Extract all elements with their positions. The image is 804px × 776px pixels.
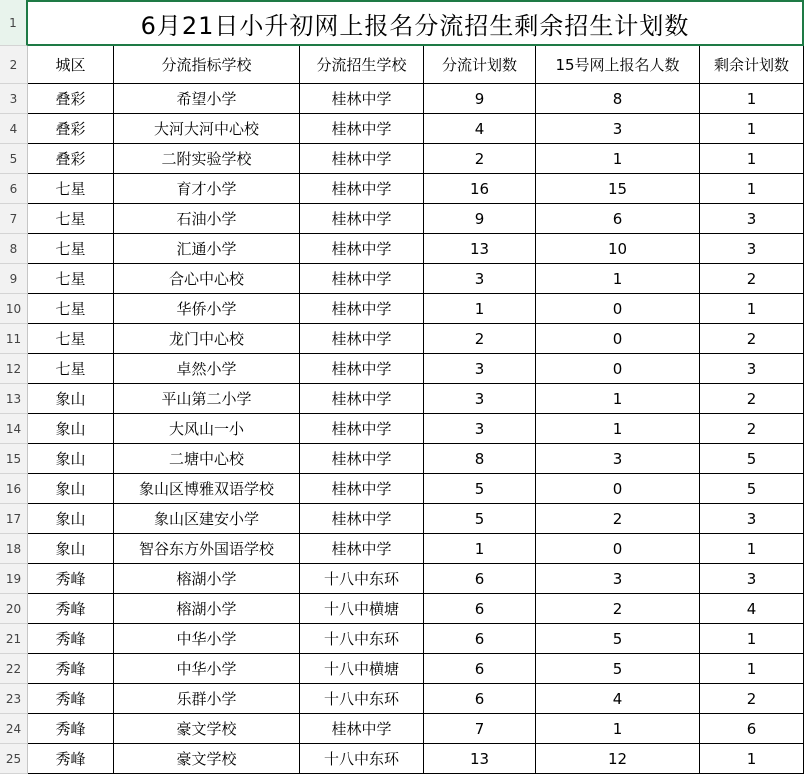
cell-district[interactable]: 象山 — [28, 474, 114, 504]
cell-district[interactable]: 秀峰 — [28, 654, 114, 684]
header-cell-admitting-school[interactable]: 分流招生学校 — [300, 46, 424, 84]
table-row — [0, 624, 804, 654]
cell-admitting-school[interactable]: 桂林中学 — [300, 384, 424, 414]
cell-quota-school[interactable]: 中华小学 — [114, 654, 300, 684]
cell-remaining[interactable]: 1 — [700, 114, 804, 144]
cell-quota-school[interactable]: 豪文学校 — [114, 714, 300, 744]
cell-district[interactable]: 七星 — [28, 204, 114, 234]
header-cell-quota-school[interactable]: 分流指标学校 — [114, 46, 300, 84]
cell-quota-school[interactable]: 合心中心校 — [114, 264, 300, 294]
cell-admitting-school[interactable]: 桂林中学 — [300, 294, 424, 324]
row-number[interactable]: 24 — [0, 714, 28, 744]
cell-applicants[interactable]: 0 — [536, 354, 700, 384]
cell-quota-school[interactable]: 榕湖小学 — [114, 564, 300, 594]
cell-plan[interactable]: 1 — [424, 534, 536, 564]
cell-applicants[interactable]: 3 — [536, 564, 700, 594]
row-number[interactable]: 17 — [0, 504, 28, 534]
cell-quota-school[interactable]: 乐群小学 — [114, 684, 300, 714]
cell-district[interactable]: 七星 — [28, 174, 114, 204]
cell-admitting-school[interactable]: 桂林中学 — [300, 474, 424, 504]
cell-district[interactable]: 秀峰 — [28, 744, 114, 774]
cell-applicants[interactable]: 0 — [536, 294, 700, 324]
row-number[interactable]: 1 — [0, 0, 28, 46]
cell-applicants[interactable]: 10 — [536, 234, 700, 264]
table-row — [0, 654, 804, 684]
cell-remaining[interactable]: 3 — [700, 354, 804, 384]
row-number[interactable]: 8 — [0, 234, 28, 264]
cell-district[interactable]: 叠彩 — [28, 144, 114, 174]
cell-quota-school[interactable]: 大风山一小 — [114, 414, 300, 444]
cell-district[interactable]: 象山 — [28, 414, 114, 444]
cell-district[interactable]: 七星 — [28, 264, 114, 294]
table-row — [0, 444, 804, 474]
cell-admitting-school[interactable]: 桂林中学 — [300, 354, 424, 384]
cell-remaining[interactable]: 3 — [700, 564, 804, 594]
header-cell-district[interactable]: 城区 — [28, 46, 114, 84]
table-row — [0, 504, 804, 534]
header-row — [0, 46, 804, 84]
cell-remaining[interactable]: 1 — [700, 744, 804, 774]
cell-remaining[interactable]: 2 — [700, 324, 804, 354]
cell-plan[interactable]: 8 — [424, 444, 536, 474]
cell-quota-school[interactable]: 华侨小学 — [114, 294, 300, 324]
cell-district[interactable]: 秀峰 — [28, 594, 114, 624]
cell-plan[interactable]: 5 — [424, 504, 536, 534]
cell-plan[interactable]: 1 — [424, 294, 536, 324]
cell-district[interactable]: 七星 — [28, 294, 114, 324]
cell-district[interactable]: 秀峰 — [28, 684, 114, 714]
cell-applicants[interactable]: 1 — [536, 144, 700, 174]
table-row — [0, 324, 804, 354]
cell-applicants[interactable]: 0 — [536, 534, 700, 564]
cell-admitting-school[interactable]: 十八中东环 — [300, 684, 424, 714]
cell-plan[interactable]: 2 — [424, 144, 536, 174]
header-cell-plan[interactable]: 分流计划数 — [424, 46, 536, 84]
table-row — [0, 114, 804, 144]
cell-plan[interactable]: 6 — [424, 564, 536, 594]
cell-quota-school[interactable]: 豪文学校 — [114, 744, 300, 774]
cell-remaining[interactable]: 2 — [700, 384, 804, 414]
cell-quota-school[interactable]: 石油小学 — [114, 204, 300, 234]
cell-admitting-school[interactable]: 桂林中学 — [300, 204, 424, 234]
cell-district[interactable]: 象山 — [28, 384, 114, 414]
table-row — [0, 234, 804, 264]
cell-applicants[interactable]: 5 — [536, 654, 700, 684]
cell-remaining[interactable]: 5 — [700, 474, 804, 504]
cell-remaining[interactable]: 1 — [700, 654, 804, 684]
cell-remaining[interactable]: 2 — [700, 414, 804, 444]
table-row — [0, 534, 804, 564]
cell-admitting-school[interactable]: 桂林中学 — [300, 444, 424, 474]
cell-plan[interactable]: 3 — [424, 354, 536, 384]
cell-district[interactable]: 七星 — [28, 354, 114, 384]
cell-admitting-school[interactable]: 十八中横塘 — [300, 654, 424, 684]
table-row — [0, 714, 804, 744]
row-number[interactable]: 20 — [0, 594, 28, 624]
cell-quota-school[interactable]: 卓然小学 — [114, 354, 300, 384]
cell-remaining[interactable]: 4 — [700, 594, 804, 624]
cell-district[interactable]: 七星 — [28, 234, 114, 264]
cell-admitting-school[interactable]: 桂林中学 — [300, 414, 424, 444]
cell-admitting-school[interactable]: 桂林中学 — [300, 234, 424, 264]
cell-district[interactable]: 秀峰 — [28, 564, 114, 594]
row-number[interactable]: 25 — [0, 744, 28, 774]
cell-admitting-school[interactable]: 十八中东环 — [300, 744, 424, 774]
row-number[interactable]: 11 — [0, 324, 28, 354]
cell-plan[interactable]: 7 — [424, 714, 536, 744]
cell-admitting-school[interactable]: 桂林中学 — [300, 174, 424, 204]
cell-remaining[interactable]: 3 — [700, 234, 804, 264]
cell-admitting-school[interactable]: 十八中东环 — [300, 624, 424, 654]
cell-admitting-school[interactable]: 桂林中学 — [300, 264, 424, 294]
row-number[interactable]: 6 — [0, 174, 28, 204]
table-row — [0, 384, 804, 414]
cell-plan[interactable]: 6 — [424, 654, 536, 684]
row-number[interactable]: 15 — [0, 444, 28, 474]
cell-remaining[interactable]: 2 — [700, 264, 804, 294]
row-number[interactable]: 10 — [0, 294, 28, 324]
table-row — [0, 204, 804, 234]
cell-remaining[interactable]: 1 — [700, 534, 804, 564]
cell-remaining[interactable]: 1 — [700, 174, 804, 204]
cell-quota-school[interactable]: 育才小学 — [114, 174, 300, 204]
cell-applicants[interactable]: 5 — [536, 624, 700, 654]
cell-plan[interactable]: 4 — [424, 114, 536, 144]
cell-quota-school[interactable]: 中华小学 — [114, 624, 300, 654]
title-row — [0, 0, 804, 46]
cell-quota-school[interactable]: 龙门中心校 — [114, 324, 300, 354]
cell-plan[interactable]: 3 — [424, 264, 536, 294]
cell-plan[interactable]: 13 — [424, 744, 536, 774]
cell-applicants[interactable]: 1 — [536, 414, 700, 444]
cell-admitting-school[interactable]: 桂林中学 — [300, 84, 424, 114]
cell-admitting-school[interactable]: 桂林中学 — [300, 324, 424, 354]
row-number[interactable]: 14 — [0, 414, 28, 444]
table-row — [0, 594, 804, 624]
cell-admitting-school[interactable]: 十八中东环 — [300, 564, 424, 594]
cell-plan[interactable]: 6 — [424, 624, 536, 654]
cell-remaining[interactable]: 1 — [700, 144, 804, 174]
table-row — [0, 684, 804, 714]
cell-quota-school[interactable]: 二附实验学校 — [114, 144, 300, 174]
table-row — [0, 354, 804, 384]
cell-applicants[interactable]: 3 — [536, 444, 700, 474]
row-number[interactable]: 23 — [0, 684, 28, 714]
cell-applicants[interactable]: 1 — [536, 714, 700, 744]
cell-district[interactable]: 叠彩 — [28, 114, 114, 144]
cell-remaining[interactable]: 1 — [700, 624, 804, 654]
cell-remaining[interactable]: 3 — [700, 504, 804, 534]
cell-district[interactable]: 象山 — [28, 504, 114, 534]
cell-admitting-school[interactable]: 十八中横塘 — [300, 594, 424, 624]
cell-district[interactable]: 秀峰 — [28, 624, 114, 654]
cell-applicants[interactable]: 4 — [536, 684, 700, 714]
cell-admitting-school[interactable]: 桂林中学 — [300, 714, 424, 744]
row-number[interactable]: 16 — [0, 474, 28, 504]
cell-applicants[interactable]: 3 — [536, 114, 700, 144]
row-number[interactable]: 21 — [0, 624, 28, 654]
cell-plan[interactable]: 6 — [424, 594, 536, 624]
cell-admitting-school[interactable]: 桂林中学 — [300, 504, 424, 534]
header-cell-remaining[interactable]: 剩余计划数 — [700, 46, 804, 84]
table-row — [0, 744, 804, 774]
cell-applicants[interactable]: 8 — [536, 84, 700, 114]
row-number[interactable]: 3 — [0, 84, 28, 114]
cell-district[interactable]: 秀峰 — [28, 714, 114, 744]
cell-plan[interactable]: 16 — [424, 174, 536, 204]
cell-quota-school[interactable]: 象山区博雅双语学校 — [114, 474, 300, 504]
row-number[interactable]: 7 — [0, 204, 28, 234]
cell-quota-school[interactable]: 平山第二小学 — [114, 384, 300, 414]
header-cell-applicants[interactable]: 15号网上报名人数 — [536, 46, 700, 84]
cell-quota-school[interactable]: 大河大河中心校 — [114, 114, 300, 144]
cell-plan[interactable]: 5 — [424, 474, 536, 504]
row-number[interactable]: 19 — [0, 564, 28, 594]
row-number[interactable]: 13 — [0, 384, 28, 414]
row-number[interactable]: 22 — [0, 654, 28, 684]
table-row — [0, 84, 804, 114]
cell-admitting-school[interactable]: 桂林中学 — [300, 114, 424, 144]
cell-applicants[interactable]: 0 — [536, 474, 700, 504]
cell-remaining[interactable]: 2 — [700, 684, 804, 714]
cell-quota-school[interactable]: 汇通小学 — [114, 234, 300, 264]
cell-quota-school[interactable]: 二塘中心校 — [114, 444, 300, 474]
table-row — [0, 294, 804, 324]
cell-quota-school[interactable]: 榕湖小学 — [114, 594, 300, 624]
cell-applicants[interactable]: 15 — [536, 174, 700, 204]
cell-applicants[interactable]: 2 — [536, 594, 700, 624]
cell-plan[interactable]: 13 — [424, 234, 536, 264]
cell-applicants[interactable]: 0 — [536, 324, 700, 354]
cell-remaining[interactable]: 3 — [700, 204, 804, 234]
table-row — [0, 174, 804, 204]
cell-remaining[interactable]: 1 — [700, 84, 804, 114]
cell-quota-school[interactable]: 象山区建安小学 — [114, 504, 300, 534]
cell-plan[interactable]: 3 — [424, 384, 536, 414]
cell-applicants[interactable]: 2 — [536, 504, 700, 534]
cell-remaining[interactable]: 6 — [700, 714, 804, 744]
sheet-title-cell[interactable]: 6月21日小升初网上报名分流招生剩余招生计划数 — [28, 0, 804, 46]
cell-applicants[interactable]: 6 — [536, 204, 700, 234]
cell-applicants[interactable]: 1 — [536, 384, 700, 414]
row-number[interactable]: 18 — [0, 534, 28, 564]
row-number[interactable]: 4 — [0, 114, 28, 144]
cell-district[interactable]: 象山 — [28, 534, 114, 564]
cell-plan[interactable]: 3 — [424, 414, 536, 444]
cell-plan[interactable]: 6 — [424, 684, 536, 714]
table-row — [0, 264, 804, 294]
cell-plan[interactable]: 2 — [424, 324, 536, 354]
table-row — [0, 414, 804, 444]
cell-plan[interactable]: 9 — [424, 204, 536, 234]
table-row — [0, 474, 804, 504]
row-number[interactable]: 5 — [0, 144, 28, 174]
cell-plan[interactable]: 9 — [424, 84, 536, 114]
cell-applicants[interactable]: 12 — [536, 744, 700, 774]
row-number[interactable]: 2 — [0, 46, 28, 84]
row-number[interactable]: 9 — [0, 264, 28, 294]
cell-applicants[interactable]: 1 — [536, 264, 700, 294]
cell-admitting-school[interactable]: 桂林中学 — [300, 144, 424, 174]
cell-admitting-school[interactable]: 桂林中学 — [300, 534, 424, 564]
cell-quota-school[interactable]: 智谷东方外国语学校 — [114, 534, 300, 564]
table-row — [0, 564, 804, 594]
row-number[interactable]: 12 — [0, 354, 28, 384]
cell-quota-school[interactable]: 希望小学 — [114, 84, 300, 114]
cell-district[interactable]: 七星 — [28, 324, 114, 354]
table-row — [0, 144, 804, 174]
cell-district[interactable]: 象山 — [28, 444, 114, 474]
cell-remaining[interactable]: 5 — [700, 444, 804, 474]
cell-remaining[interactable]: 1 — [700, 294, 804, 324]
cell-district[interactable]: 叠彩 — [28, 84, 114, 114]
